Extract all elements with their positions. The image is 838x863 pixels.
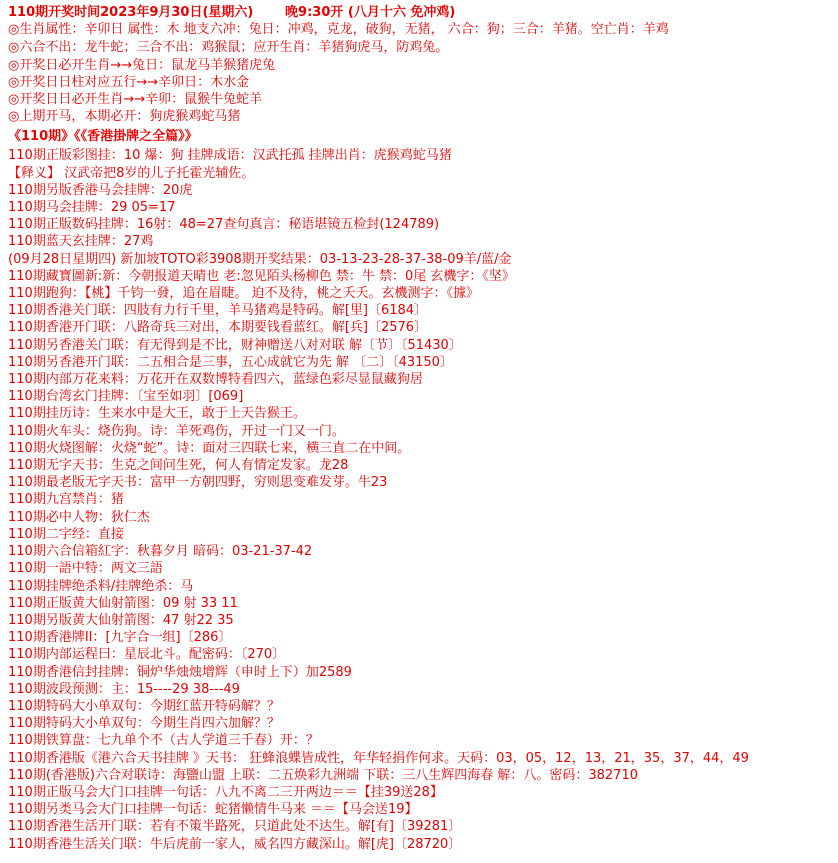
content-line: 110期香港生活关门联：牛后虎前一家人，威名四方藏深山。解[虎]〔28720〕 [8, 836, 462, 852]
content-line: 110期藏寶圖新:新：今朝报道天晴也 老:忽见陌头杨柳色 禁：牛 禁：0尾 玄機字：《坚》 [8, 268, 515, 284]
attribute-marker-2: ◎ [8, 57, 20, 73]
attribute-label-4: 开奖日日必开生肖→→辛卯：鼠猴牛兔蛇羊 [19, 92, 263, 108]
content-line: 110期六合信箱紅字：秋暮夕月 暗码：03-21-37-42 [8, 544, 313, 560]
content-line: 110期波段预测：主：15----29 38---49 [8, 681, 240, 697]
attribute-row-4 [8, 91, 832, 108]
attribute-marker-3: ◎ [8, 74, 20, 90]
content-line: 110期最老版无字天书：富甲一方朝四野，穷则思变难发芽。牛23 [8, 475, 388, 491]
attribute-label-1: 六合不出：龙牛蛇；三合不出：鸡猴鼠；应开生肖：羊猪狗虎马，防鸡兔。 [19, 40, 449, 56]
content-line: 110期香港开门联：八路奇兵三对出，本期要钱看蓝红。解[兵]〔2576〕 [8, 320, 428, 336]
content-line: 110期二字经：直接 [8, 526, 124, 542]
content-list [8, 147, 832, 852]
content-line: 110期火车头：烧伤狗。诗：羊死鸡伤，开过一门又一门。 [8, 423, 345, 439]
content-line: 110期香港关门联：四肢有力行千里，羊马猪鸡是特码。解[里]〔6184〕 [8, 303, 428, 319]
content-line: 110期另香港开门联：二五相合是三事，五心成就它为先 解 〔二〕〔43150〕 [8, 354, 453, 370]
content-line: 110期挂历诗：生来水中是大王，敢于上天告猴王。 [8, 406, 306, 422]
attribute-row-3 [8, 74, 832, 91]
content-line: 110期正版马会大门口挂牌一句话：八九不离二三开两边＝＝【挂39送28】 [8, 784, 443, 800]
content-line: 110期一語中特：两文三語 [8, 561, 163, 577]
draw-time-right: 晚9:30开 [285, 5, 344, 20]
content-line: 110期(香港版)六合对联诗：海鹽山盟 上联：二五焕彩九洲端 下联：三八生辉四海春 解：八。密码：382710 [8, 767, 638, 783]
content-line: 110期正版数码挂牌：16射：48=27查句真言：秘语堪镜五检封(124789) [8, 217, 440, 233]
content-line: 【释义】 汉武帝把8岁的儿子托霍光辅佐。 [8, 165, 255, 181]
page-title: 《110期》《《香港掛牌之全篇》》 [8, 129, 198, 145]
draw-time-text: 110期开奖时间2023年9月30日(星期六) [8, 5, 254, 20]
content-line: 110期台湾玄门挂牌：〔宝至如羽〕[069] [8, 389, 244, 405]
attribute-marker-0: ◎ [8, 22, 20, 38]
attribute-label-0: 生肖属性： [19, 22, 85, 38]
content-line: 110期跑狗：【桃】千钧一發，追在眉睫。 迫不及待，桃之夭夭。玄機测字：《據》 [8, 286, 479, 302]
content-line: 110期香港牌II：[九字合一组]〔286〕 [8, 630, 232, 646]
content-line: 110期香港版《港六合天书挂牌 》天书： 狂蜂浪蝶皆成性，年华轻捐作何求。天码：03，05，12，13，21，35，37，44，49 [8, 750, 749, 766]
content-line: (09月28日星期四) 新加坡TOTO彩3908期开奖结果：03-13-23-28-37-38-09羊/蓝/金 [8, 251, 512, 267]
free-hint: 免冲鸡) [410, 5, 456, 20]
attribute-row-0 [8, 21, 832, 38]
content-line: 110期另类马会大门口挂牌一句话：蛇猪懒情牛马来 ＝＝【马会送19】 [8, 802, 418, 818]
content-line: 110期香港信封挂牌：铜炉华烛烛增辉（申时上下）加2589 [8, 664, 352, 680]
attribute-rest-0: 辛卯日 属性：木 地支六冲：兔日：冲鸡，克龙，破狗，无猪， 六合：狗；三合：羊猪。空亡肖：羊鸡 [84, 22, 669, 38]
attribute-label-3: 开奖日日柱对应五行→→辛卯日：木水金 [19, 74, 250, 90]
content-line: 110期无字天书：生克之间问生死，何人有情定发家。龙28 [8, 458, 349, 474]
content-line: 110期铁算盘：七九单个不（古人学道三千春）开：？ [8, 733, 319, 749]
content-line: 110期火烧图解：火烧“蛇”。诗：面对三四联七来，横三直二在中间。 [8, 440, 411, 456]
content-line: 110期特码大小单双句：今期红蓝开特码解？？ [8, 698, 280, 714]
attribute-row-2 [8, 57, 832, 74]
content-line: 110期正版彩图挂：10 爆：狗 挂牌成语：汉武托孤 挂牌出肖：虎猴鸡蛇马猪 [8, 148, 452, 164]
draw-time-header [8, 4, 832, 21]
content-line: 110期内部运程曰：星辰北斗。配密码：〔270〕 [8, 647, 286, 663]
content-line: 110期马会挂牌：29 05=17 [8, 200, 176, 216]
content-line: 110期香港生活开门联：若有不策半路死，只道此处不达生。解[有]〔39281〕 [8, 819, 462, 835]
attribute-marker-1: ◎ [8, 40, 20, 56]
attribute-row-1 [8, 39, 832, 56]
lunar-date: (八月十六 [347, 5, 406, 20]
content-line: 110期另版黄大仙射箭图：47 射22 35 [8, 612, 234, 628]
content-line: 110期挂牌绝杀料/挂牌绝杀：马 [8, 578, 194, 594]
attribute-marker-4: ◎ [8, 92, 20, 108]
content-line: 110期九宫禁肖：猪 [8, 492, 124, 508]
content-line: 110期另香港关门联：有无得到是不比，财神赠送八对对联 解〔节〕〔51430〕 [8, 337, 462, 353]
attribute-label-5: 上期开马，本期必开：狗虎猴鸡蛇马猪 [19, 109, 241, 125]
content-line: 110期特码大小单双句：今期生肖四六加解？？ [8, 716, 280, 732]
content-line: 110期正版黄大仙射箭图：09 射 33 11 [8, 595, 238, 611]
attribute-label-2: 开奖日必开生肖→→兔日：鼠龙马羊猴猪虎兔 [19, 57, 276, 73]
content-line: 110期内部万花来料：万花开在双数博特看四六，蓝绿色彩尽显鼠藏狗居 [8, 372, 423, 388]
content-line: 110期蓝天玄挂牌：27鸡 [8, 234, 154, 250]
attribute-row-5 [8, 108, 832, 125]
content-line: 110期另版香港马会挂牌：20虎 [8, 182, 193, 198]
attribute-marker-5: ◎ [8, 109, 20, 125]
content-line: 110期必中人物：狄仁杰 [8, 509, 150, 525]
